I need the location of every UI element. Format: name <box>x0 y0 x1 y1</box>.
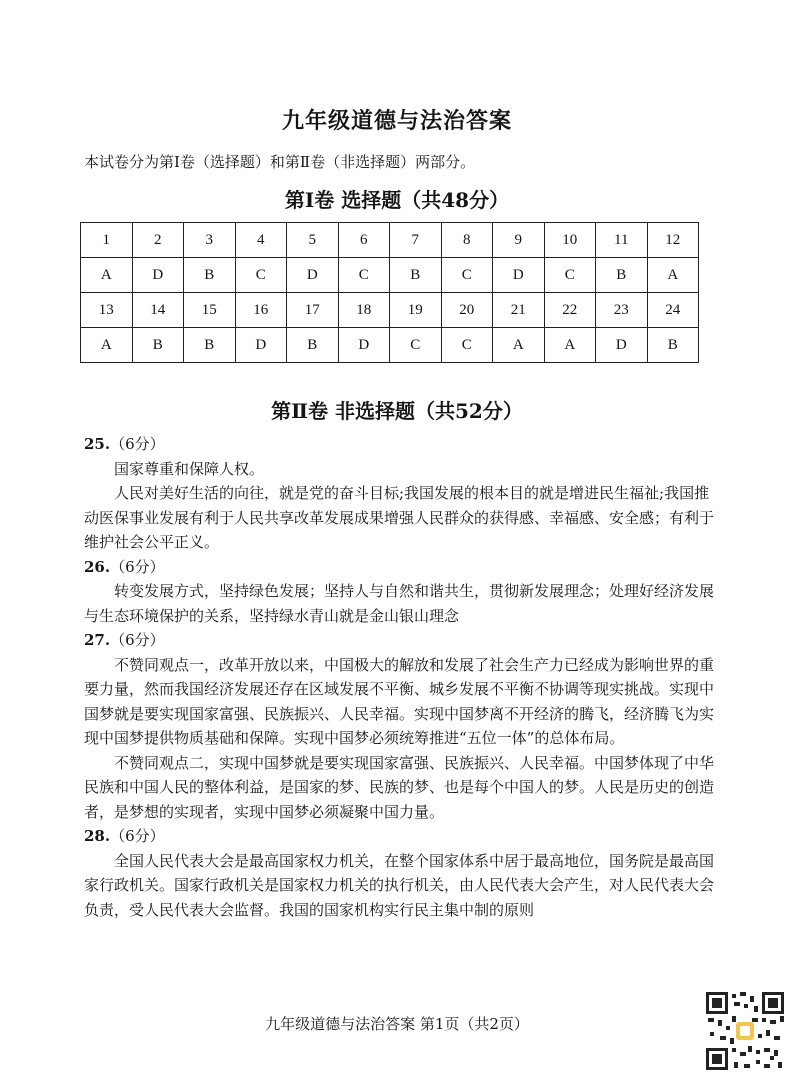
question-number-cell: 10 <box>544 223 596 258</box>
answer-cell: B <box>132 328 184 363</box>
question-heading-26 <box>84 555 714 580</box>
question-number-cell: 17 <box>287 293 339 328</box>
qr-code-icon <box>704 990 786 1072</box>
question-number-cell: 5 <box>287 223 339 258</box>
question-number-cell: 6 <box>338 223 390 258</box>
table-row <box>81 258 699 293</box>
question-number-cell: 7 <box>390 223 442 258</box>
question-number-cell: 24 <box>647 293 699 328</box>
question-heading-28 <box>84 824 714 849</box>
question-number: 28. <box>84 827 111 845</box>
answer-cell: D <box>596 328 648 363</box>
section1-heading: 第Ⅰ卷 选择题（共48分） <box>284 188 510 212</box>
question-number-cell: 22 <box>544 293 596 328</box>
answer-paragraph: 转变发展方式，坚持绿色发展；坚持人与自然和谐共生，贯彻新发展理念；处理好经济发展与生态环境保护的关系，坚持绿水青山就是金山银山理念 <box>84 582 715 625</box>
answer-paragraph: 人民对美好生活的向往，就是党的奋斗目标;我国发展的根本目的就是增进民生福祉;我国推动医保事业发展有利于人民共享改革发展成果增强人民群众的获得感、幸福感、安全感；有利于维护社会公平正义。 <box>84 484 715 551</box>
question-number-cell: 20 <box>441 293 493 328</box>
answer-cell: B <box>184 328 236 363</box>
answer-table <box>80 222 699 363</box>
answer-paragraph: 不赞同观点二，实现中国梦就是要实现国家富强、民族振兴、人民幸福。中国梦体现了中华民族和中国人民的整体利益，是国家的梦、民族的梦、也是每个中国人的梦。人民是历史的创造者，是梦想的实现者，实现中国梦必须凝聚中国力量。 <box>84 753 715 821</box>
answer-cell: B <box>184 258 236 293</box>
table-row <box>81 223 699 258</box>
question-heading-27 <box>84 628 714 653</box>
answers-body <box>84 432 714 922</box>
answer-cell: B <box>596 258 648 293</box>
answer-cell: C <box>544 258 596 293</box>
question-number-cell: 16 <box>235 293 287 328</box>
page-footer: 九年级道德与法治答案 第1页（共2页） <box>265 1015 529 1033</box>
answer-cell: D <box>338 328 390 363</box>
question-number-cell: 15 <box>184 293 236 328</box>
answer-cell: C <box>338 258 390 293</box>
table-row <box>81 328 699 363</box>
answer-cell: C <box>441 258 493 293</box>
question-number-cell: 12 <box>647 223 699 258</box>
answer-cell: D <box>132 258 184 293</box>
question-number-cell: 19 <box>390 293 442 328</box>
answer-cell: B <box>287 328 339 363</box>
question-number: 25. <box>84 435 111 453</box>
question-number-cell: 1 <box>81 223 133 258</box>
answer-cell: C <box>441 328 493 363</box>
question-number-cell: 9 <box>493 223 545 258</box>
answer-paragraph: 国家尊重和保障人权。 <box>114 459 265 478</box>
answer-cell: B <box>647 328 699 363</box>
answer-cell: A <box>81 258 133 293</box>
question-number: 26. <box>84 557 111 576</box>
answer-cell: A <box>493 328 545 363</box>
answer-paragraph: 全国人民代表大会是最高国家权力机关，在整个国家体系中居于最高地位，国务院是最高国家行政机关。国家行政机关是国家权力机关的执行机关，由人民代表大会产生，对人民代表大会负责，受人民代表大会监督。我国的国家机构实行民主集中制的原则 <box>84 851 715 919</box>
page-title: 九年级道德与法治答案 <box>281 108 512 134</box>
answer-cell: C <box>235 258 287 293</box>
answer-cell: B <box>390 258 442 293</box>
answer-paragraph: 不赞同观点一，改革开放以来，中国极大的解放和发展了社会生产力已经成为影响世界的重要力量，然而我国经济发展还存在区域发展不平衡、城乡发展不平衡不协调等现实挑战。实现中国梦就是要实现国家富强、民族振兴、人民幸福。实现中国梦离不开经济的腾飞，经济腾飞为实现中国梦提供物质基础和保障。实现中国梦必须统筹推进“五位一体”的总体布局。 <box>84 655 715 747</box>
question-number-cell: 13 <box>81 293 133 328</box>
question-number-cell: 4 <box>235 223 287 258</box>
answer-cell: A <box>544 328 596 363</box>
answer-cell: A <box>647 258 699 293</box>
question-score: （6分） <box>110 435 165 453</box>
intro-text: 本试卷分为第Ⅰ卷（选择题）和第Ⅱ卷（非选择题）两部分。 <box>84 153 476 171</box>
section2-heading: 第Ⅱ卷 非选择题（共52分） <box>271 399 523 423</box>
question-number-cell: 11 <box>596 223 648 258</box>
question-number-cell: 14 <box>132 293 184 328</box>
answer-cell: D <box>493 258 545 293</box>
question-number-cell: 8 <box>441 223 493 258</box>
question-score: （6分） <box>110 827 165 845</box>
answer-cell: D <box>287 258 339 293</box>
question-number-cell: 18 <box>338 293 390 328</box>
question-number-cell: 21 <box>493 293 545 328</box>
question-number: 27. <box>84 631 111 649</box>
answer-cell: D <box>235 328 287 363</box>
answer-cell: C <box>390 328 442 363</box>
question-score: （6分） <box>110 631 165 649</box>
table-row <box>81 293 699 328</box>
question-number-cell: 23 <box>596 293 648 328</box>
question-number-cell: 2 <box>132 223 184 258</box>
answer-cell: A <box>81 328 133 363</box>
question-number-cell: 3 <box>184 223 236 258</box>
question-heading-25 <box>84 432 714 457</box>
question-score: （6分） <box>110 557 165 576</box>
